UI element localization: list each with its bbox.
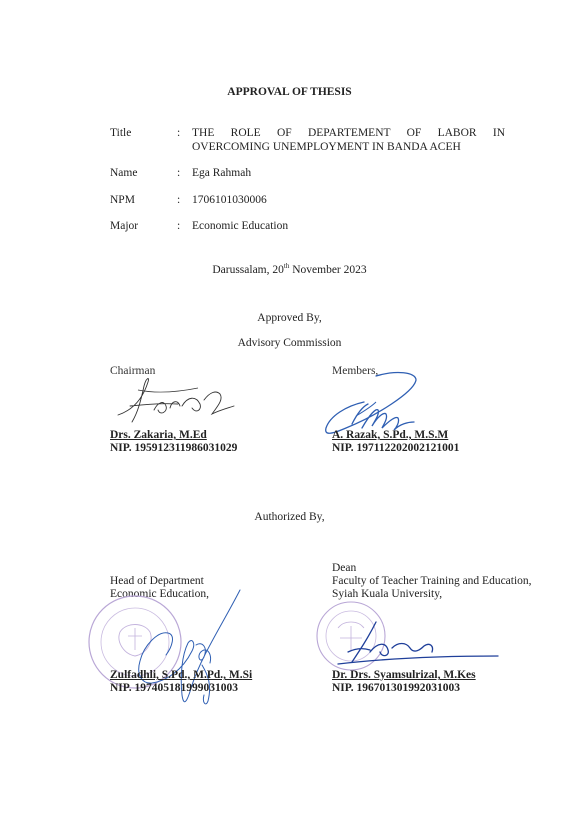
npm-colon: :: [177, 194, 181, 206]
name-value: Ega Rahmah: [192, 167, 252, 179]
head-nip: NIP. 197405181999031003: [110, 682, 238, 694]
chairman-signature: [108, 370, 238, 430]
member-role: Members,: [332, 365, 379, 377]
name-colon: :: [177, 167, 181, 179]
authorized-by: Authorized By,: [254, 511, 325, 523]
name-label: Name: [110, 167, 138, 179]
major-colon: :: [177, 220, 181, 232]
dean-role-line3: Syiah Kuala University,: [332, 588, 443, 600]
dean-signature: [330, 612, 500, 672]
head-role-line1: Head of Department: [110, 575, 204, 587]
npm-label: NPM: [110, 194, 135, 206]
major-value: Economic Education: [192, 220, 289, 232]
head-name: Zulfadhli, S.Pd., M.Pd., M.Si: [110, 669, 253, 681]
chairman-name: Drs. Zakaria, M.Ed: [110, 429, 207, 441]
dean-role-line2: Faculty of Teacher Training and Education,: [332, 575, 532, 587]
head-signature: [112, 585, 252, 715]
dean-name: Dr. Drs. Syamsulrizal, M.Kes: [332, 669, 476, 681]
chairman-nip: NIP. 195912311986031029: [110, 442, 238, 454]
approved-by: Approved By,: [257, 312, 322, 324]
dean-role-line1: Dean: [332, 562, 357, 574]
advisory-commission: Advisory Commission: [237, 337, 342, 349]
thesis-title-line1: THE ROLE OF DEPARTEMENT OF LABOR IN: [192, 127, 505, 139]
page-title: APPROVAL OF THESIS: [227, 86, 352, 98]
dean-nip: NIP. 196701301992031003: [332, 682, 460, 694]
member-name: A. Razak, S.Pd., M.S.M: [332, 429, 449, 441]
thesis-title-line2: OVERCOMING UNEMPLOYMENT IN BANDA ACEH: [192, 141, 461, 153]
npm-value: 1706101030006: [192, 194, 267, 206]
member-nip: NIP. 197112202002121001: [332, 442, 460, 454]
approval-date: Darussalam, 20th November 2023: [212, 262, 367, 276]
major-label: Major: [110, 220, 139, 232]
head-role-line2: Economic Education,: [110, 588, 209, 600]
title-colon: :: [177, 127, 181, 139]
title-label: Title: [110, 127, 132, 139]
chairman-role: Chairman: [110, 365, 156, 377]
